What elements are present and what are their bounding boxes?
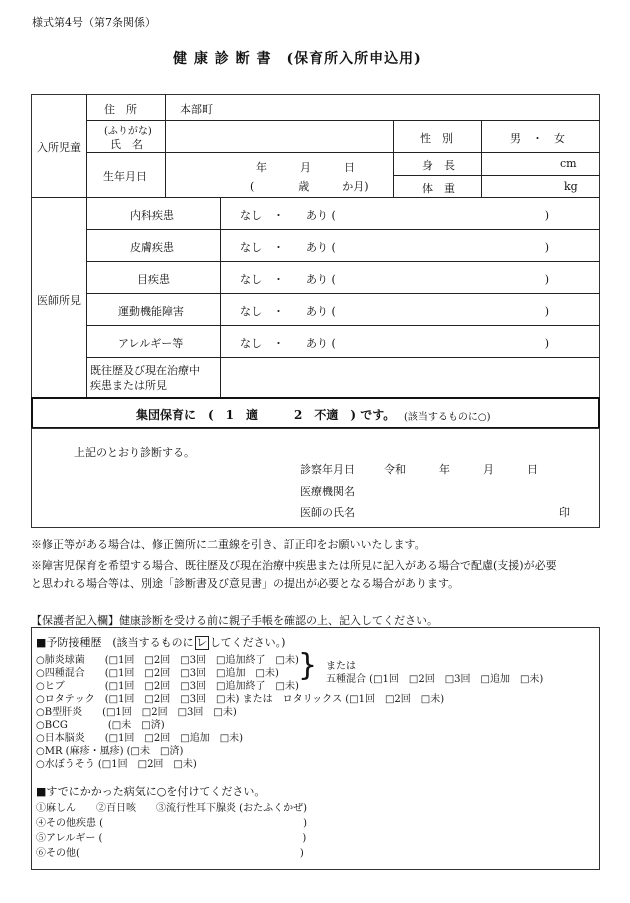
vaccine-item[interactable]: ○肺炎球菌 (□1回 □2回 □3回 □追加終了 □未)	[36, 655, 299, 666]
weight-unit: kg	[564, 180, 578, 193]
disease-line[interactable]: ④その他疾患 ( )	[36, 818, 307, 829]
disease-line[interactable]: ⑤アレルギー ( )	[36, 833, 307, 844]
disease-line[interactable]: ①麻しん ②百日咳 ③流行性耳下腺炎 (おたふくかぜ)	[36, 803, 307, 814]
note-disability-1: ※障害児保育を希望する場合、既往歴及び現在治療中疾患または所見に記入がある場合で配慮(支援)が必要	[31, 559, 557, 572]
exam-date-value[interactable]: 令和 年 月 日	[384, 463, 538, 476]
guardian-heading: 【保護者記入欄】健康診断を受ける前に親子手帳を確認の上、記入してください。	[31, 614, 438, 627]
finding-label-eye: 目疾患	[137, 273, 170, 286]
finding-label-allergy: アレルギー等	[118, 337, 184, 350]
height-unit: cm	[560, 157, 577, 170]
child-section-label: 入所児童	[37, 141, 81, 154]
finding-label-skin: 皮膚疾患	[130, 241, 174, 254]
exam-date-label: 診察年月日	[300, 463, 355, 476]
address-value[interactable]: 本部町	[180, 103, 213, 116]
checkbox-sample-icon: レ	[196, 636, 208, 649]
dob-label: 生年月日	[103, 170, 147, 183]
findings-section-label: 医師所見	[37, 294, 81, 307]
group-care-text[interactable]: 集団保育に ( 1 適 2 不適 ) です。	[136, 408, 396, 422]
vaccine-item[interactable]: ○四種混合 (□1回 □2回 □3回 □追加 □未)	[36, 668, 279, 679]
finding-label-motor: 運動機能障害	[118, 305, 184, 318]
finding-label-internal: 内科疾患	[130, 209, 174, 222]
finding-value-internal[interactable]: なし ・ あり ( )	[240, 209, 550, 222]
exam-statement: 上記のとおり診断する。	[74, 446, 195, 459]
vaccine-item[interactable]: ○ロタテック (□1回 □2回 □3回 □未) または ロタリックス (□1回 □2回 □未)	[36, 694, 445, 705]
note-disability-2: と思われる場合等は、別途「診断書及び意見書」の提出が必要となる場合があります。	[31, 577, 460, 590]
height-label: 身 長	[422, 159, 455, 172]
age-fields[interactable]: ( 歳 か月)	[250, 180, 369, 193]
finding-value-allergy[interactable]: なし ・ あり ( )	[240, 337, 550, 350]
brace-icon: }	[298, 648, 318, 683]
note-correction: ※修正等がある場合は、修正箇所に二重線を引き、訂正印をお願いいたします。	[31, 538, 426, 551]
vaccine-item[interactable]: ○MR (麻疹・風疹) (□未 □済)	[36, 746, 184, 757]
name-label: 氏 名	[110, 138, 143, 151]
finding-value-skin[interactable]: なし ・ あり ( )	[240, 241, 550, 254]
five-mix-item[interactable]: 五種混合 (□1回 □2回 □3回 □追加 □未)	[326, 674, 544, 685]
furigana-label: (ふりがな)	[104, 126, 152, 137]
page-title: 健 康 診 断 書 (保育所入所申込用)	[173, 51, 422, 67]
address-label: 住 所	[104, 103, 137, 116]
vaccine-item[interactable]: ○水ぼうそう (□1回 □2回 □未)	[36, 759, 197, 770]
disease-title: ■すでにかかった病気に○を付けてください。	[36, 785, 266, 798]
form-number: 様式第4号（第7条関係）	[32, 16, 156, 29]
weight-label: 体 重	[422, 182, 455, 195]
history-label-2: 疾患または所見	[90, 379, 167, 392]
vaccine-item[interactable]: ○BCG (□未 □済)	[36, 720, 165, 731]
seal-mark: 印	[559, 506, 570, 519]
vaccine-item[interactable]: ○ヒブ (□1回 □2回 □3回 □追加終了 □未)	[36, 681, 299, 692]
dob-fields[interactable]: 年 月 日	[256, 161, 355, 174]
doctor-label: 医師の氏名	[300, 506, 355, 519]
facility-label: 医療機関名	[300, 485, 355, 498]
finding-value-motor[interactable]: なし ・ あり ( )	[240, 305, 550, 318]
vaccine-item[interactable]: ○B型肝炎 (□1回 □2回 □3回 □未)	[36, 707, 237, 718]
or-label: または	[326, 661, 356, 672]
group-care-note: (該当するものに○)	[404, 412, 491, 423]
sex-label: 性 別	[420, 132, 453, 145]
disease-line[interactable]: ⑥その他( )	[36, 848, 304, 859]
finding-value-eye[interactable]: なし ・ あり ( )	[240, 273, 550, 286]
vaccination-title: ■予防接種歴 (該当するものに レ してください。)	[36, 636, 286, 649]
vaccine-item[interactable]: ○日本脳炎 (□1回 □2回 □追加 □未)	[36, 733, 244, 744]
sex-value[interactable]: 男 ・ 女	[510, 132, 565, 145]
history-label-1: 既往歴及び現在治療中	[90, 364, 200, 377]
